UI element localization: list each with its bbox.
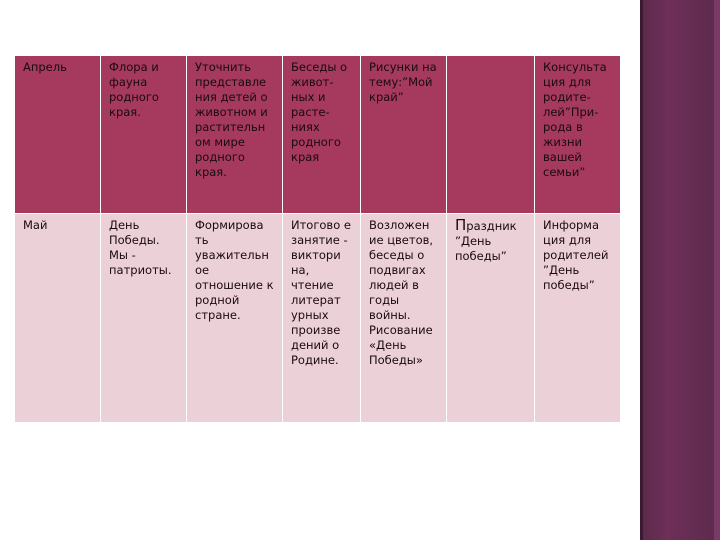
cell-goal: Уточнить представле ния детей о животном и растительн ом мире родного края.	[187, 56, 283, 214]
cell-theme: День Победы. Мы - патриоты.	[101, 214, 187, 423]
decorative-side-band	[640, 0, 720, 540]
cell-month: Апрель	[15, 56, 101, 214]
drop-letter: П	[455, 216, 467, 234]
cell-theme: Флора и фауна родного края.	[101, 56, 187, 214]
table-row-may	[15, 214, 621, 423]
cell-month: Май	[15, 214, 101, 423]
cell-goal: Формирова ть уважительн ое отношение к родной стране.	[187, 214, 283, 423]
cell-conversations: Беседы о живот- ных и расте- ниях родного края	[283, 56, 361, 214]
plan-table	[14, 55, 621, 423]
cell-drawings: Возложен ие цветов, беседы о подвигах людей в годы войны. Рисование «День Победы»	[361, 214, 447, 423]
cell-events	[447, 214, 535, 423]
cell-parents: Консульта ция для родите- лей”При- рода в жизни вашей семьи”	[535, 56, 621, 214]
cell-conversations: Итогово е занятие - виктори на, чтение литерат урных произве дений о Родине.	[283, 214, 361, 423]
table-row-april	[15, 56, 621, 214]
cell-events	[447, 56, 535, 214]
cell-drawings: Рисунки на тему:”Мой край”	[361, 56, 447, 214]
cell-parents: Информа ция для родителей ”День победы”	[535, 214, 621, 423]
events-text: раздник ”День победы”	[455, 219, 517, 263]
